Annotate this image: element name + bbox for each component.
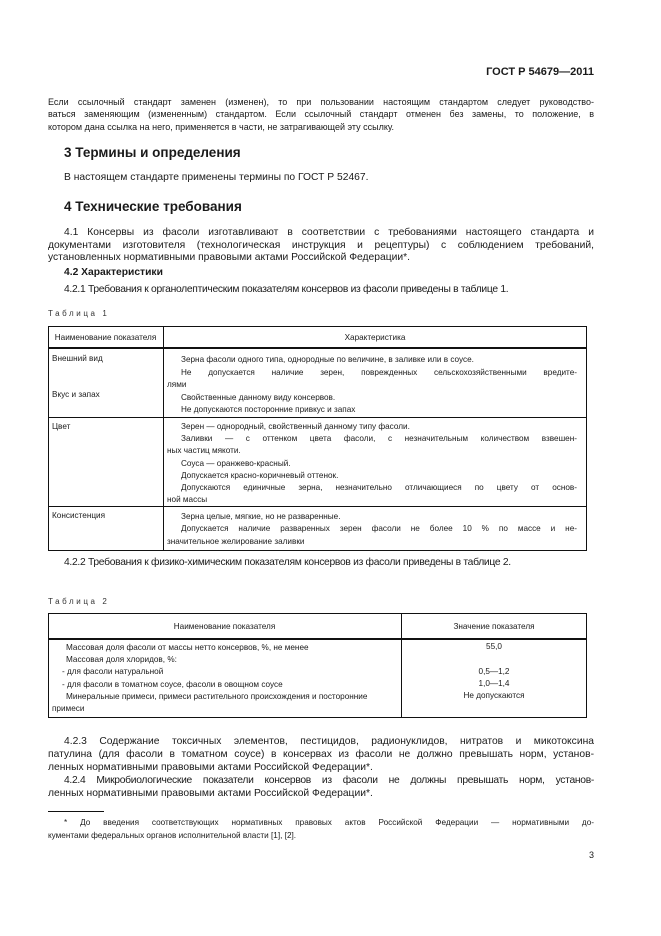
paragraph-4-2-2: 4.2.2 Требования к физико-химическим показателям консервов из фасоли приведены в таблице 2. bbox=[64, 557, 511, 568]
paragraph-4-2-1: 4.2.1 Требования к органолептическим показателям консервов из фасоли приведены в таблице 1. bbox=[64, 284, 509, 295]
table-cell-value: 1,0—1,4 bbox=[478, 679, 510, 688]
text-line: ваться заменяющим (измененным) стандартом. Если ссылочный стандарт отменен без замены, то положение, в bbox=[48, 109, 594, 120]
text-line: - для фасоли в томатном соусе, фасоли в овощном соусе bbox=[62, 679, 283, 689]
text-line: Не допускаются посторонние привкус и запах bbox=[181, 405, 356, 415]
text-line: значительное желирование заливки bbox=[167, 536, 305, 546]
text-line: - для фасоли натуральной bbox=[62, 667, 164, 677]
table-cell-name: Внешний вид bbox=[52, 354, 103, 363]
table-cell-name: Консистенция bbox=[52, 511, 106, 520]
section-3-heading: 3 Термины и определения bbox=[64, 145, 241, 160]
text-line: ной массы bbox=[167, 495, 208, 505]
paragraph-4-2-4 bbox=[48, 775, 594, 801]
table-2-caption: Таблица 2 bbox=[48, 597, 110, 606]
text-line: Заливки — с оттенком цвета фасоли, с незначительным количеством взвешен- bbox=[181, 434, 577, 444]
text-line: Соуса — оранжево-красный. bbox=[181, 458, 291, 468]
table-1-header: Наименование показателя bbox=[54, 333, 157, 342]
text-line: установленных нормативными правовыми актами Российской Федерации*. bbox=[48, 252, 410, 264]
text-line: Допускается наличие разваренных зерен фасоли не более 10 % по массе и не- bbox=[181, 524, 577, 534]
table-1-header: Характеристика bbox=[344, 333, 406, 342]
text-line: Зерен — однородный, свойственный данному типу фасоли. bbox=[181, 422, 410, 431]
text-line: 4.2.3 Содержание токсичных элементов, пестицидов, радионуклидов, нитратов и микотоксина bbox=[64, 736, 594, 747]
table-1-caption: Таблица 1 bbox=[48, 309, 110, 318]
table-cell-value: Не допускаются bbox=[463, 691, 525, 700]
intro-paragraph bbox=[48, 96, 594, 133]
section-4-heading: 4 Технические требования bbox=[64, 199, 242, 214]
paragraph-4-2-3 bbox=[48, 736, 594, 774]
paragraph-4-1 bbox=[48, 227, 594, 265]
table-cell-characteristic bbox=[167, 354, 577, 417]
table-2-header: Значение показателя bbox=[453, 622, 535, 631]
text-line: Зерна целые, мягкие, но не разваренные. bbox=[181, 512, 341, 521]
table-cell-value: 55,0 bbox=[486, 642, 502, 651]
text-line: Массовая доля фасоли от массы нетто консервов, %, не менее bbox=[66, 643, 309, 652]
text-line: Массовая доля хлоридов, %: bbox=[66, 655, 177, 665]
text-line: ных частиц мякоти. bbox=[167, 446, 241, 456]
text-line: 4.1 Консервы из фасоли изготавливают в соответствии с требованиями настоящего стандарта и bbox=[64, 227, 594, 238]
text-line: Допускается красно-коричневый оттенок. bbox=[181, 470, 339, 480]
text-line: котором дана ссылка на него, применяется в части, не затрагивающей эту ссылку. bbox=[48, 121, 394, 132]
text-line: Свойственные данному виду консервов. bbox=[181, 392, 336, 402]
footnote-separator bbox=[48, 811, 104, 812]
table-cell-name: Цвет bbox=[52, 422, 71, 431]
text-line: ленных нормативными правовыми актами Российской Федерации*. bbox=[48, 787, 373, 799]
document-id: ГОСТ Р 54679—2011 bbox=[486, 66, 594, 78]
page-number: 3 bbox=[589, 850, 595, 860]
text-line: патулина (для фасоли в томатном соусе) в консервах из фасоли не должно превышать норм, установ- bbox=[48, 748, 594, 760]
text-line: документами изготовителя (технологическая инструкция и рецептуры) с соблюдением требований, bbox=[48, 239, 594, 251]
footnote bbox=[48, 817, 594, 843]
section-3-text: В настоящем стандарте применены термины по ГОСТ Р 52467. bbox=[64, 172, 369, 183]
text-line: Минеральные примеси, примеси растительного происхождения и посторонние bbox=[66, 691, 368, 701]
text-line: кументами федеральных органов исполнительной власти [1], [2]. bbox=[48, 830, 297, 840]
text-line: Допускаются единичные зерна, незначительно отличающиеся по цвету от основ- bbox=[181, 483, 577, 493]
text-line: примеси bbox=[52, 704, 85, 714]
table-2-names bbox=[52, 642, 367, 715]
text-line: * До введения соответствующих нормативных правовых актов Российской Федерации — нормативными до- bbox=[64, 818, 594, 827]
text-line: лями bbox=[167, 380, 187, 390]
table-cell-value: 0,5—1,2 bbox=[478, 667, 510, 676]
table-cell-name: Вкус и запах bbox=[52, 390, 100, 399]
text-line: Зерна фасоли одного типа, однородные по величине, в заливке или в соусе. bbox=[181, 355, 474, 364]
text-line: Не допускается наличие зерен, поврежденных сельскохозяйственными вредите- bbox=[181, 367, 577, 377]
table-2-header: Наименование показателя bbox=[173, 622, 276, 631]
table-cell-characteristic bbox=[167, 421, 577, 506]
text-line: ленных нормативными правовыми актами Российской Федерации*. bbox=[48, 761, 373, 773]
subsection-4-2-heading: 4.2 Характеристики bbox=[64, 267, 163, 278]
table-cell-characteristic bbox=[167, 511, 577, 548]
text-line: Если ссылочный стандарт заменен (изменен), то при пользовании настоящим стандартом следует руководство- bbox=[48, 97, 594, 107]
text-line: 4.2.4 Микробиологические показатели консервов из фасоли не должны превышать норм, установ- bbox=[64, 775, 594, 786]
